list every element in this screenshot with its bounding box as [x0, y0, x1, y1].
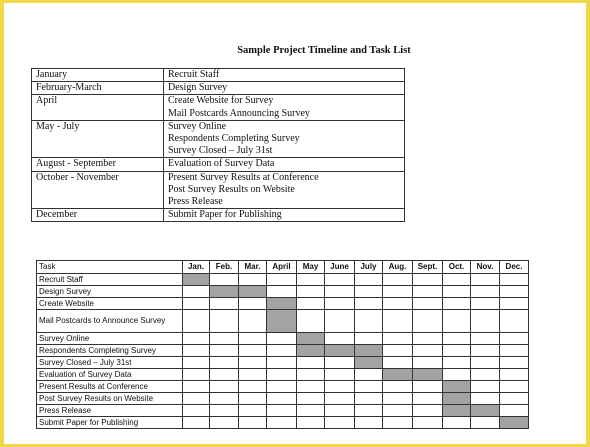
- gantt-active-cell: [355, 345, 383, 357]
- gantt-month-header: Nov.: [471, 261, 500, 274]
- gantt-cell: [239, 274, 267, 286]
- gantt-cell: [183, 417, 210, 429]
- gantt-cell: [297, 357, 325, 369]
- gantt-cell: [471, 345, 500, 357]
- gantt-cell: [210, 345, 239, 357]
- gantt-cell: [471, 286, 500, 298]
- gantt-row: [37, 298, 529, 310]
- timeline-tasks: [164, 120, 405, 158]
- gantt-row: [37, 405, 529, 417]
- gantt-task-name: Submit Paper for Publishing: [37, 417, 183, 429]
- gantt-cell: [383, 286, 413, 298]
- gantt-cell: [210, 393, 239, 405]
- gantt-cell: [239, 357, 267, 369]
- gantt-cell: [471, 310, 500, 333]
- gantt-task-name: Press Release: [37, 405, 183, 417]
- gantt-cell: [471, 298, 500, 310]
- gantt-cell: [471, 393, 500, 405]
- gantt-month-header: Aug.: [383, 261, 413, 274]
- timeline-period: February-March: [32, 82, 164, 95]
- gantt-cell: [413, 345, 443, 357]
- gantt-cell: [383, 381, 413, 393]
- gantt-month-header: Oct.: [443, 261, 471, 274]
- gantt-cell: [500, 286, 529, 298]
- gantt-cell: [383, 298, 413, 310]
- gantt-cell: [413, 286, 443, 298]
- gantt-task-name: Survey Closed – July 31st: [37, 357, 183, 369]
- gantt-cell: [355, 393, 383, 405]
- gantt-cell: [267, 274, 297, 286]
- gantt-cell: [267, 405, 297, 417]
- gantt-cell: [239, 345, 267, 357]
- gantt-body: [37, 274, 529, 429]
- gantt-cell: [325, 274, 355, 286]
- gantt-cell: [239, 298, 267, 310]
- gantt-active-cell: [267, 310, 297, 333]
- gantt-cell: [210, 298, 239, 310]
- gantt-cell: [500, 274, 529, 286]
- gantt-task-name: Design Survey: [37, 286, 183, 298]
- timeline-row: [32, 69, 405, 82]
- gantt-cell: [500, 310, 529, 333]
- gantt-cell: [355, 333, 383, 345]
- gantt-row: [37, 417, 529, 429]
- gantt-cell: [355, 405, 383, 417]
- gantt-cell: [325, 310, 355, 333]
- gantt-month-header: Mar.: [239, 261, 267, 274]
- gantt-active-cell: [413, 369, 443, 381]
- gantt-cell: [383, 333, 413, 345]
- gantt-cell: [383, 274, 413, 286]
- timeline-task: Submit Paper for Publishing: [168, 209, 282, 221]
- gantt-active-cell: [500, 417, 529, 429]
- gantt-row: [37, 286, 529, 298]
- gantt-row: [37, 393, 529, 405]
- gantt-cell: [413, 310, 443, 333]
- gantt-task-name: Respondents Completing Survey: [37, 345, 183, 357]
- gantt-cell: [355, 310, 383, 333]
- timeline-task: Respondents Completing Survey: [168, 133, 300, 145]
- gantt-cell: [355, 286, 383, 298]
- gantt-cell: [443, 286, 471, 298]
- gantt-cell: [471, 381, 500, 393]
- gantt-month-header: Jan.: [183, 261, 210, 274]
- timeline-row: [32, 171, 405, 209]
- gantt-cell: [325, 393, 355, 405]
- gantt-cell: [383, 345, 413, 357]
- gantt-cell: [267, 369, 297, 381]
- timeline-task: Recruit Staff: [168, 69, 220, 80]
- gantt-cell: [355, 274, 383, 286]
- gantt-cell: [471, 357, 500, 369]
- timeline-period: December: [32, 209, 164, 222]
- gantt-cell: [500, 345, 529, 357]
- gantt-cell: [210, 274, 239, 286]
- gantt-cell: [500, 369, 529, 381]
- gantt-header-row: [37, 261, 529, 274]
- timeline-tasks: [164, 171, 405, 209]
- gantt-task-name: Mail Postcards to Announce Survey: [37, 310, 183, 333]
- gantt-cell: [239, 417, 267, 429]
- gantt-month-header: Sept.: [413, 261, 443, 274]
- timeline-tasks: [164, 69, 405, 82]
- gantt-cell: [355, 298, 383, 310]
- gantt-cell: [297, 417, 325, 429]
- timeline-task: Mail Postcards Announcing Survey: [168, 107, 310, 119]
- gantt-cell: [383, 405, 413, 417]
- gantt-cell: [210, 333, 239, 345]
- gantt-cell: [297, 381, 325, 393]
- gantt-cell: [267, 333, 297, 345]
- gantt-cell: [355, 381, 383, 393]
- gantt-cell: [210, 381, 239, 393]
- gantt-cell: [443, 345, 471, 357]
- gantt-task-name: Survey Online: [37, 333, 183, 345]
- timeline-tasks: [164, 82, 405, 95]
- gantt-cell: [500, 381, 529, 393]
- gantt-task-name: Post Survey Results on Website: [37, 393, 183, 405]
- gantt-cell: [210, 369, 239, 381]
- gantt-task-name: Recruit Staff: [37, 274, 183, 286]
- gantt-month-header: Feb.: [210, 261, 239, 274]
- gantt-cell: [471, 333, 500, 345]
- gantt-cell: [325, 405, 355, 417]
- gantt-cell: [325, 286, 355, 298]
- gantt-cell: [443, 333, 471, 345]
- gantt-cell: [413, 393, 443, 405]
- document-title: Sample Project Timeline and Task List: [237, 45, 411, 56]
- gantt-active-cell: [383, 369, 413, 381]
- gantt-cell: [413, 381, 443, 393]
- gantt-cell: [443, 417, 471, 429]
- timeline-period: May - July: [32, 120, 164, 158]
- timeline-task: Create Website for Survey: [168, 95, 274, 107]
- gantt-cell: [471, 417, 500, 429]
- gantt-row: [37, 357, 529, 369]
- gantt-active-cell: [443, 405, 471, 417]
- timeline-table-body: [32, 69, 405, 222]
- gantt-cell: [500, 333, 529, 345]
- gantt-cell: [500, 405, 529, 417]
- gantt-chart-table: [36, 260, 529, 429]
- gantt-cell: [297, 298, 325, 310]
- gantt-cell: [325, 357, 355, 369]
- gantt-cell: [210, 405, 239, 417]
- gantt-month-header: Dec.: [500, 261, 529, 274]
- timeline-row: [32, 120, 405, 158]
- gantt-cell: [183, 298, 210, 310]
- gantt-task-name: Present Results at Conference: [37, 381, 183, 393]
- timeline-tasks: [164, 209, 405, 222]
- gantt-row: [37, 345, 529, 357]
- gantt-cell: [297, 286, 325, 298]
- gantt-cell: [471, 274, 500, 286]
- gantt-month-header: July: [355, 261, 383, 274]
- gantt-cell: [183, 333, 210, 345]
- gantt-cell: [267, 286, 297, 298]
- gantt-cell: [325, 369, 355, 381]
- gantt-task-name: Evaluation of Survey Data: [37, 369, 183, 381]
- gantt-cell: [239, 405, 267, 417]
- gantt-cell: [355, 417, 383, 429]
- gantt-cell: [267, 393, 297, 405]
- gantt-cell: [325, 381, 355, 393]
- gantt-active-cell: [443, 393, 471, 405]
- gantt-cell: [413, 417, 443, 429]
- gantt-month-header: May: [297, 261, 325, 274]
- gantt-active-cell: [443, 381, 471, 393]
- gantt-cell: [183, 286, 210, 298]
- gantt-cell: [297, 405, 325, 417]
- gantt-cell: [413, 357, 443, 369]
- gantt-cell: [413, 405, 443, 417]
- gantt-cell: [210, 310, 239, 333]
- gantt-cell: [297, 369, 325, 381]
- gantt-cell: [183, 369, 210, 381]
- gantt-active-cell: [325, 345, 355, 357]
- timeline-period: October - November: [32, 171, 164, 209]
- gantt-cell: [443, 298, 471, 310]
- gantt-active-cell: [267, 298, 297, 310]
- gantt-cell: [183, 381, 210, 393]
- gantt-cell: [267, 345, 297, 357]
- gantt-cell: [239, 333, 267, 345]
- gantt-cell: [210, 417, 239, 429]
- gantt-cell: [500, 393, 529, 405]
- gantt-active-cell: [471, 405, 500, 417]
- timeline-row: [32, 82, 405, 95]
- timeline-task: Survey Online: [168, 120, 227, 132]
- gantt-active-cell: [355, 357, 383, 369]
- gantt-cell: [325, 417, 355, 429]
- gantt-cell: [383, 357, 413, 369]
- timeline-period: April: [32, 95, 164, 120]
- gantt-cell: [183, 393, 210, 405]
- timeline-row: [32, 209, 405, 222]
- gantt-cell: [267, 417, 297, 429]
- gantt-cell: [471, 369, 500, 381]
- gantt-cell: [443, 369, 471, 381]
- gantt-cell: [297, 310, 325, 333]
- gantt-row: [37, 333, 529, 345]
- gantt-task-name: Create Website: [37, 298, 183, 310]
- gantt-cell: [500, 357, 529, 369]
- timeline-task: Survey Closed – July 31st: [168, 145, 273, 157]
- document-page: [4, 3, 586, 444]
- timeline-row: [32, 95, 405, 120]
- gantt-cell: [500, 298, 529, 310]
- gantt-active-cell: [297, 333, 325, 345]
- gantt-cell: [413, 333, 443, 345]
- gantt-cell: [183, 357, 210, 369]
- gantt-cell: [297, 393, 325, 405]
- gantt-cell: [297, 274, 325, 286]
- gantt-row: [37, 369, 529, 381]
- gantt-month-header: June: [325, 261, 355, 274]
- gantt-cell: [210, 357, 239, 369]
- gantt-cell: [383, 393, 413, 405]
- gantt-cell: [355, 369, 383, 381]
- gantt-row: [37, 310, 529, 333]
- gantt-cell: [413, 274, 443, 286]
- gantt-cell: [325, 333, 355, 345]
- gantt-row: [37, 274, 529, 286]
- gantt-cell: [267, 357, 297, 369]
- gantt-cell: [383, 310, 413, 333]
- gantt-month-header: April: [267, 261, 297, 274]
- gantt-cell: [443, 274, 471, 286]
- timeline-task: Press Release: [168, 196, 223, 208]
- gantt-row: [37, 381, 529, 393]
- gantt-cell: [267, 381, 297, 393]
- gantt-active-cell: [183, 274, 210, 286]
- timeline-task: Post Survey Results on Website: [168, 183, 295, 195]
- timeline-task-list-table: [31, 68, 405, 222]
- gantt-active-cell: [297, 345, 325, 357]
- gantt-cell: [383, 417, 413, 429]
- gantt-task-header: Task: [37, 261, 183, 274]
- gantt-cell: [413, 298, 443, 310]
- gantt-active-cell: [239, 286, 267, 298]
- gantt-cell: [443, 357, 471, 369]
- gantt-cell: [239, 369, 267, 381]
- timeline-tasks: [164, 158, 405, 171]
- gantt-cell: [183, 345, 210, 357]
- timeline-tasks: [164, 95, 405, 120]
- gantt-cell: [239, 381, 267, 393]
- timeline-period: January: [32, 69, 164, 82]
- gantt-cell: [183, 405, 210, 417]
- gantt-cell: [239, 393, 267, 405]
- gantt-cell: [183, 310, 210, 333]
- timeline-task: Present Survey Results at Conference: [168, 171, 319, 183]
- timeline-row: [32, 158, 405, 171]
- gantt-cell: [239, 310, 267, 333]
- timeline-task: Evaluation of Survey Data: [168, 158, 275, 170]
- gantt-active-cell: [210, 286, 239, 298]
- gantt-cell: [443, 310, 471, 333]
- gantt-cell: [325, 298, 355, 310]
- timeline-period: August - September: [32, 158, 164, 171]
- timeline-task: Design Survey: [168, 82, 228, 94]
